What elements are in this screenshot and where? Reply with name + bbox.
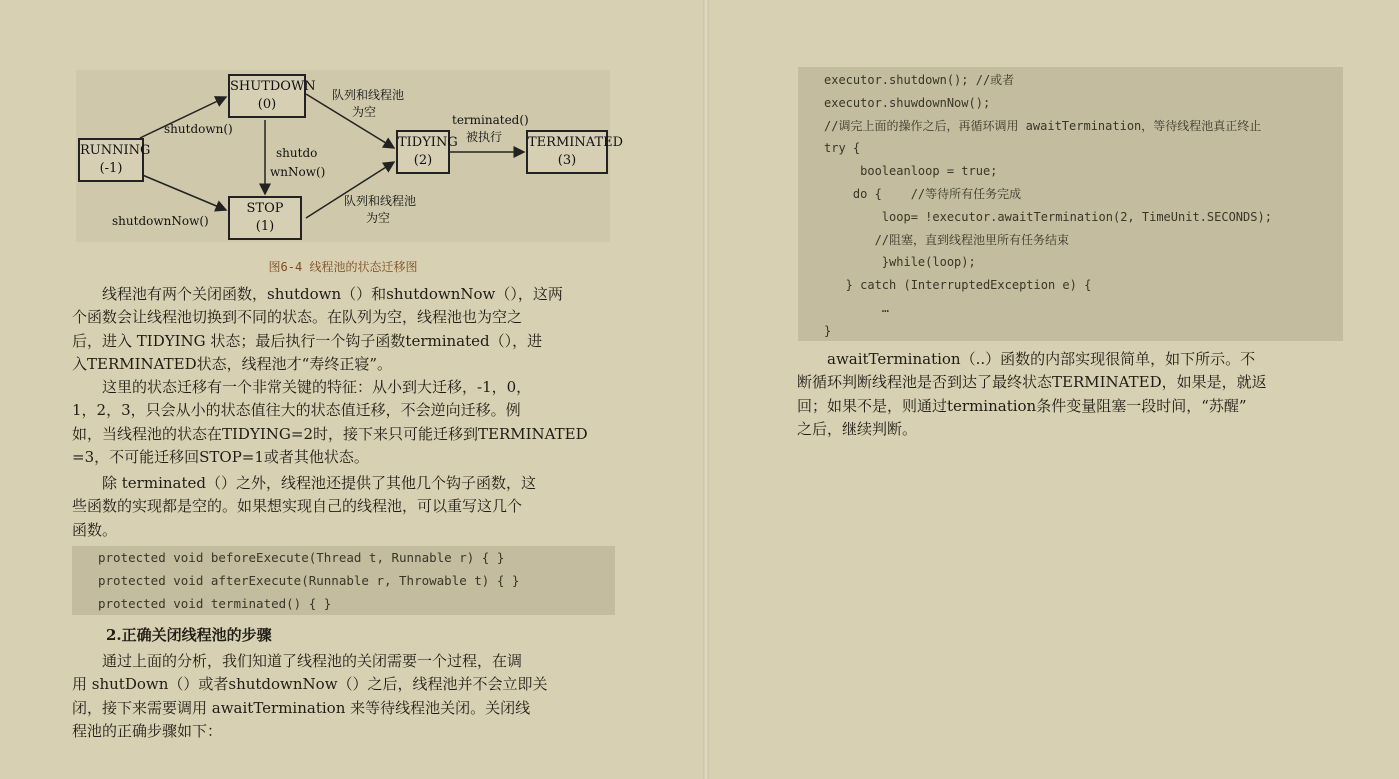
- node-shutdown: [228, 74, 316, 118]
- code-block-hooks: [72, 546, 615, 615]
- label-tidying-terminated-2: 被执行: [466, 130, 503, 144]
- node-shutdown-name: SHUTDOWN: [230, 79, 316, 94]
- node-tidying: [396, 130, 458, 174]
- text-line: 线程池有两个关闭函数，shutdown（）和shutdownNow（），这两: [102, 285, 563, 303]
- paragraph-close-steps: [72, 650, 612, 744]
- node-shutdown-value: (0): [257, 97, 277, 112]
- node-terminated-value: (3): [557, 153, 577, 168]
- code-line: …: [824, 300, 890, 315]
- paragraph-shutdown-functions: [72, 283, 612, 377]
- paragraph-await-termination: [797, 348, 1337, 442]
- code-line: //调完上面的操作之后，再循环调用 awaitTermination，等待线程池真正终止: [824, 118, 1262, 133]
- node-tidying-value: (2): [413, 153, 433, 168]
- label-running-shutdown: shutdown(): [164, 122, 233, 136]
- text-line: 除 terminated（）之外，线程池还提供了其他几个钩子函数，这: [102, 474, 536, 492]
- node-running-value: (-1): [99, 161, 123, 176]
- label-shutdown-stop-1: shutdo: [276, 146, 318, 160]
- arrow-running-stop: [140, 174, 226, 210]
- code-block-await-termination: [798, 67, 1343, 341]
- text-line: 1，2，3，只会从小的状态值往大的状态值迁移，不会逆向迁移。例: [72, 401, 521, 420]
- node-terminated: [526, 130, 624, 174]
- text-line: 闭，接下来需要调用 awaitTermination 来等待线程池关闭。关闭线: [72, 698, 531, 717]
- node-stop-name: STOP: [246, 201, 284, 216]
- code-line: executor.shuwdownNow();: [824, 95, 991, 110]
- right-page: [709, 0, 1399, 779]
- node-terminated-name: TERMINATED: [528, 135, 624, 150]
- text-line: 入TERMINATED状态，线程池才“寿终正寝”。: [72, 355, 392, 374]
- node-running: [78, 138, 151, 182]
- text-line: 断循环判断线程池是否到达了最终状态TERMINATED，如果是，就返: [797, 373, 1267, 392]
- label-shutdown-stop-2: wnNow(): [270, 165, 326, 179]
- text-line: 后，进入 TIDYING 状态；最后执行一个钩子函数terminated（），进: [72, 331, 543, 350]
- text-line: 用 shutDown（）或者shutdownNow（）之后，线程池并不会立即关: [72, 675, 548, 694]
- text-line: 通过上面的分析，我们知道了线程池的关闭需要一个过程，在调: [102, 652, 523, 670]
- label-stop-tidying-1: 队列和线程池: [344, 194, 417, 208]
- text-line: 之后，继续判断。: [797, 420, 918, 439]
- state-transition-diagram: [76, 70, 624, 242]
- text-line: =3，不可能迁移回STOP=1或者其他状态。: [72, 448, 369, 467]
- text-line: 程池的正确步骤如下：: [72, 722, 223, 741]
- text-line: 回；如果不是，则通过termination条件变量阻塞一段时间，“苏醒”: [797, 396, 1247, 415]
- label-tidying-terminated-1: terminated(): [452, 113, 529, 127]
- code-line: } catch (InterruptedException e) {: [824, 278, 1092, 293]
- label-running-stop: shutdownNow(): [112, 214, 209, 228]
- code-line: protected void terminated() { }: [98, 596, 332, 611]
- node-running-name: RUNNING: [80, 143, 151, 158]
- text-line: 些函数的实现都是空的。如果想实现自己的线程池，可以重写这几个: [72, 497, 523, 516]
- text-line: 函数。: [72, 520, 118, 539]
- code-line: try {: [824, 141, 861, 156]
- node-tidying-name: TIDYING: [398, 135, 458, 150]
- code-line: }: [824, 323, 832, 338]
- code-line: executor.shutdown(); //或者: [824, 73, 1015, 87]
- paragraph-state-migration: [72, 376, 612, 470]
- label-stop-tidying-2: 为空: [366, 211, 391, 225]
- code-line: booleanloop = true;: [824, 164, 998, 179]
- label-shutdown-tidying-1: 队列和线程池: [332, 88, 405, 102]
- figure-caption: 图6-4 线程池的状态迁移图: [268, 260, 418, 274]
- code-line: do { //等待所有任务完成: [824, 186, 1022, 201]
- paragraph-hook-functions: [72, 472, 612, 542]
- label-shutdown-tidying-2: 为空: [352, 105, 377, 119]
- code-line: protected void afterExecute(Runnable r, Throwable t) { }: [98, 573, 520, 588]
- node-stop: [228, 196, 302, 240]
- node-stop-value: (1): [255, 219, 275, 234]
- text-line: 个函数会让线程池切换到不同的状态。在队列为空，线程池也为空之: [72, 308, 523, 327]
- code-line: }while(loop);: [824, 255, 976, 270]
- code-line: loop= !executor.awaitTermination(2, TimeUnit.SECONDS);: [824, 209, 1272, 224]
- code-line: //阻塞，直到线程池里所有任务结束: [824, 232, 1070, 247]
- text-line: awaitTermination（..）函数的内部实现很简单，如下所示。不: [827, 350, 1256, 368]
- section-heading: 2.正确关闭线程池的步骤: [106, 626, 272, 644]
- text-line: 如，当线程池的状态在TIDYING=2时，接下来只可能迁移到TERMINATED: [72, 424, 588, 443]
- code-line: protected void beforeExecute(Thread t, Runnable r) { }: [98, 550, 505, 565]
- text-line: 这里的状态迁移有一个非常关键的特征：从小到大迁移，-1，0，: [102, 378, 532, 396]
